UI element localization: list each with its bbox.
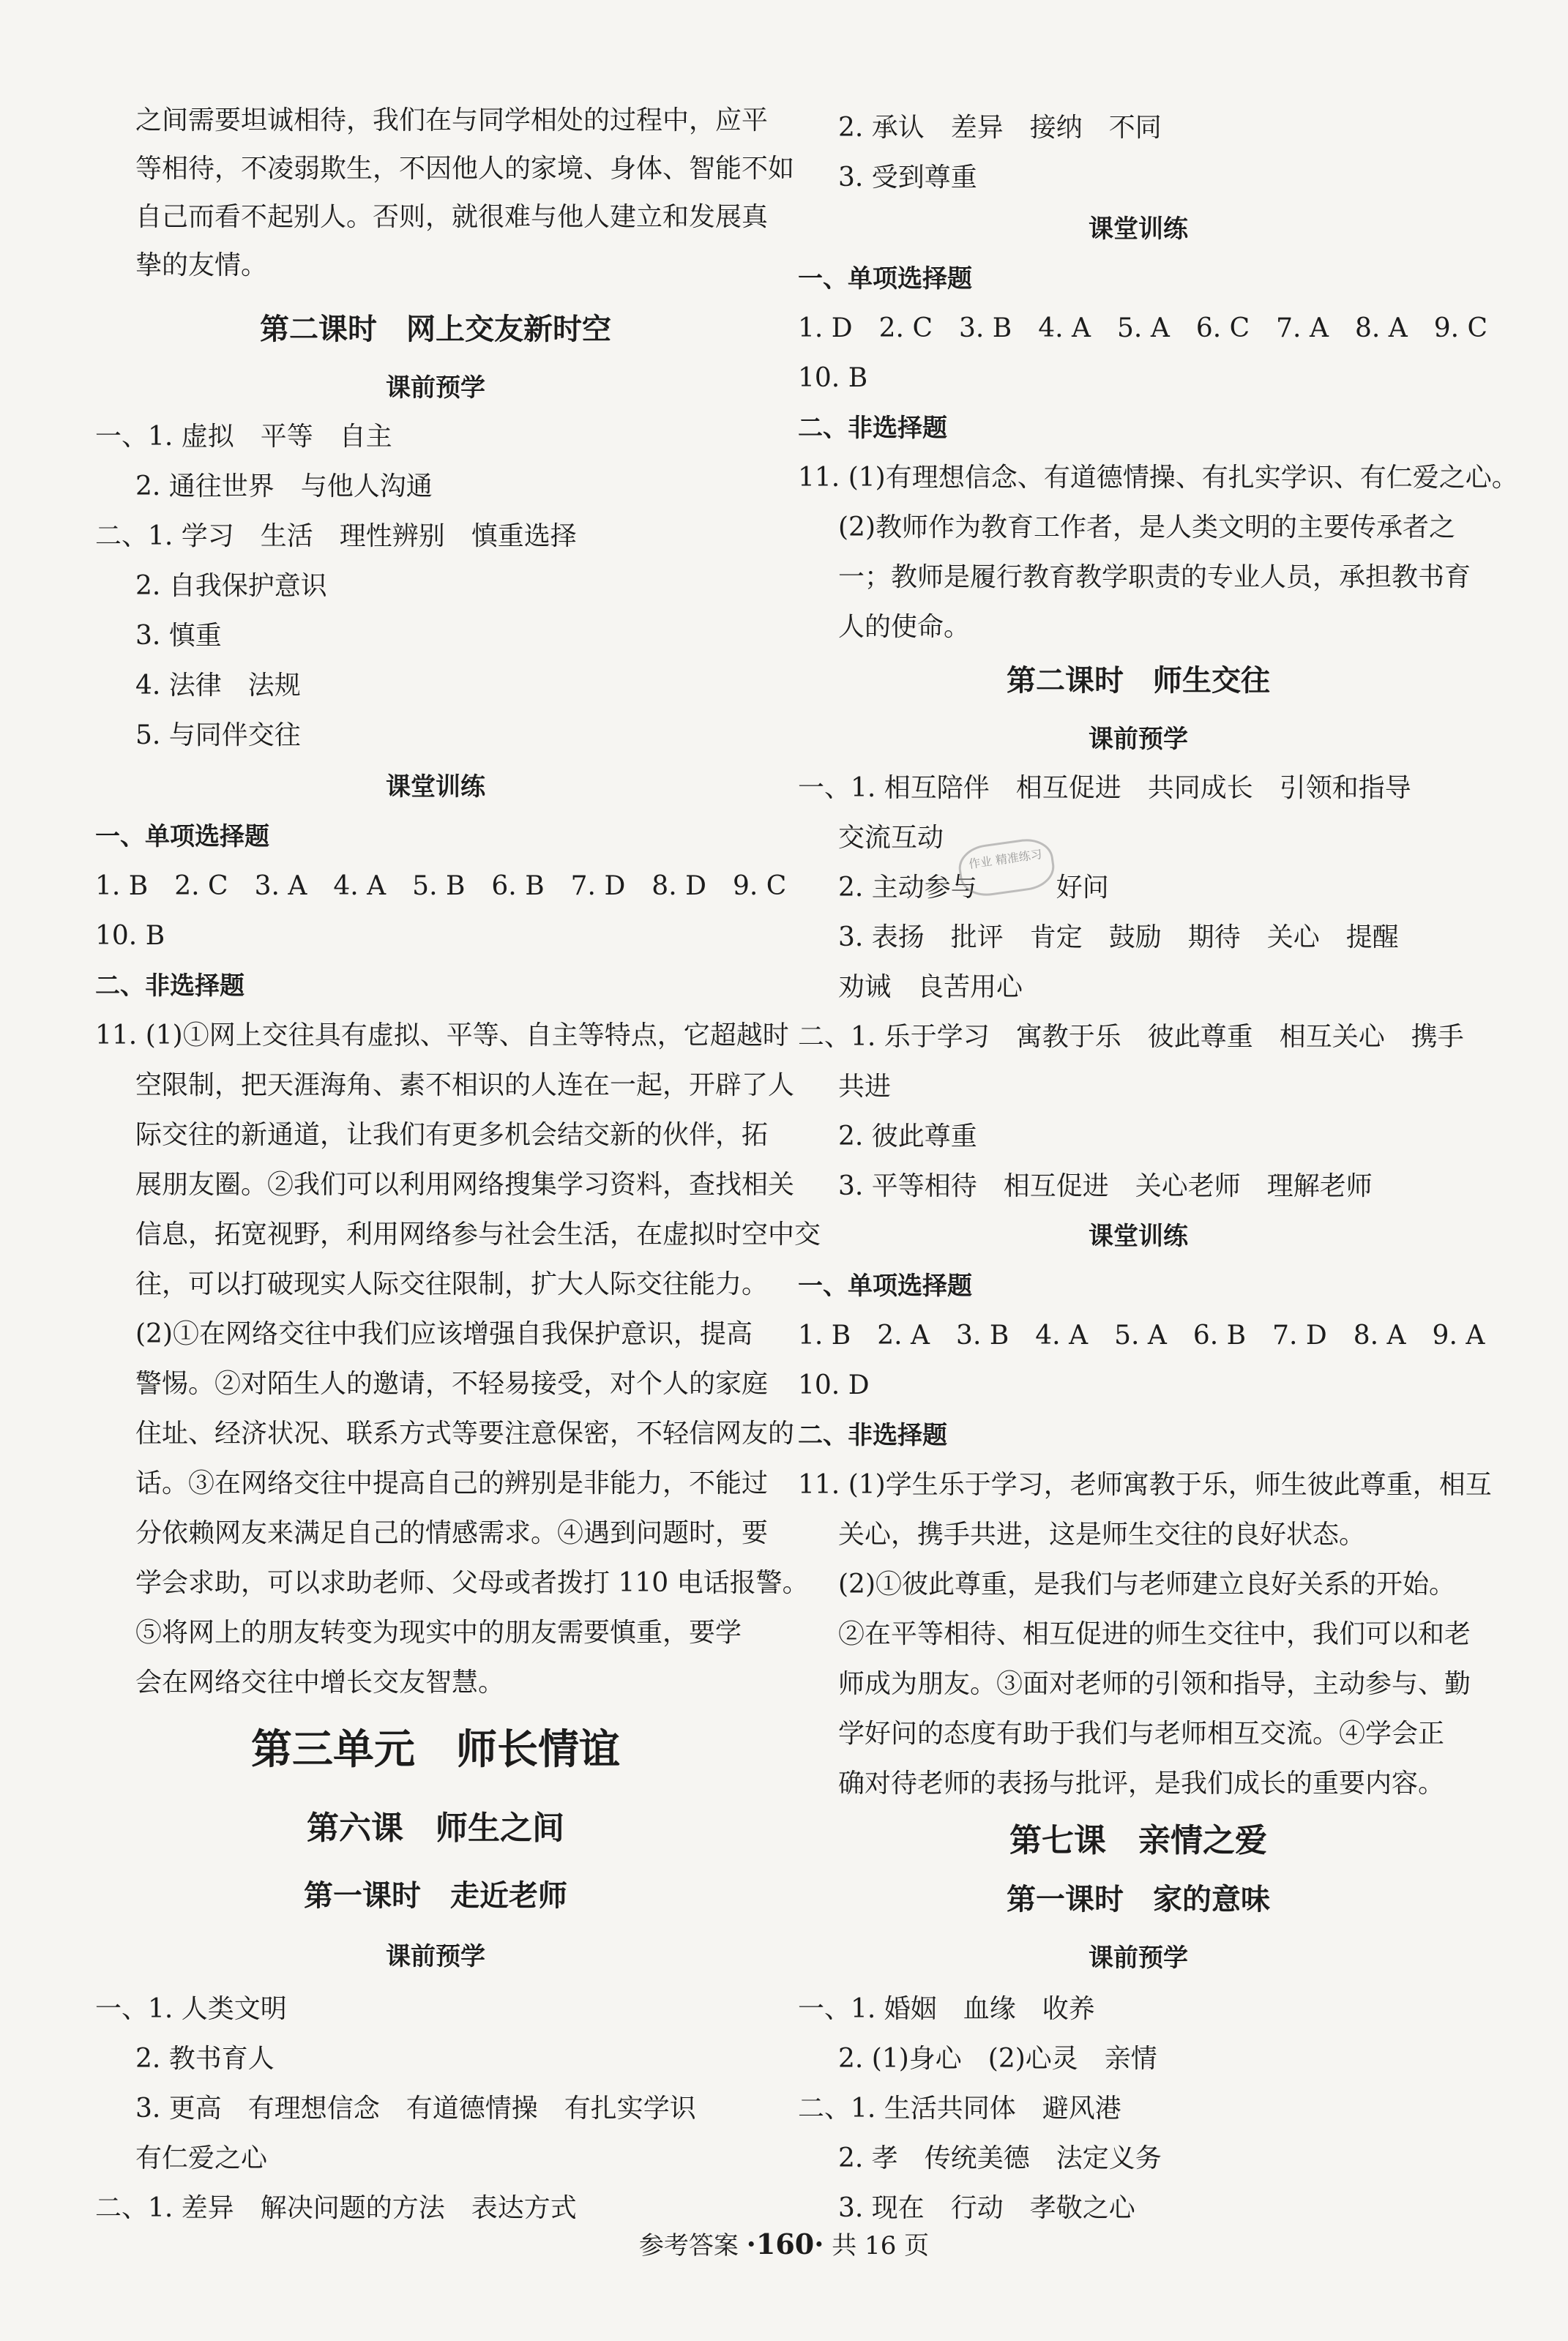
essay-line: 空限制，把天涯海角、素不相识的人连在一起，开辟了人 [135, 1070, 795, 1100]
answer-line: 3. 现在 行动 孝敬之心 [838, 2193, 1135, 2223]
answer-line: 3. 慎重 [135, 621, 222, 651]
essay-line: 师成为朋友。③面对老师的引领和指导，主动参与、勤 [838, 1669, 1471, 1699]
answer-line: 二、1. 生活共同体 避风港 [798, 2094, 1121, 2124]
essay-line: 人的使命。 [838, 612, 971, 642]
section-heading: 课堂训练 [386, 772, 485, 802]
answer-line: 一、1. 人类文明 [95, 1994, 287, 2024]
essay-line: 确对待老师的表扬与批评，是我们成长的重要内容。 [838, 1769, 1445, 1799]
course-title: 第六课 师生之间 [307, 1810, 564, 1847]
answer-line: 2. 自我保护意识 [135, 571, 327, 601]
page-footer [0, 2225, 1568, 2261]
answer-line: 劝诫 良苦用心 [838, 972, 1023, 1002]
essay-line: 11. (1)学生乐于学习，老师寓教于乐，师生彼此尊重，相互 [798, 1470, 1492, 1500]
essay-line: ②在平等相待、相互促进的师生交往中，我们可以和老 [838, 1619, 1471, 1649]
answer-line: 二、1. 学习 生活 理性辨别 慎重选择 [95, 521, 577, 551]
answer-line: 二、1. 乐于学习 寓教于乐 彼此尊重 相互关心 携手 [798, 1022, 1464, 1052]
answer-line: 一、1. 相互陪伴 相互促进 共同成长 引领和指导 [798, 773, 1411, 803]
page-total: 共 16 页 [832, 2231, 930, 2260]
essay-line: (2)①彼此尊重，是我们与老师建立良好关系的开始。 [838, 1569, 1455, 1599]
lesson-title: 第一课时 家的意味 [1007, 1882, 1270, 1916]
section-label: 二、非选择题 [95, 971, 244, 1001]
essay-line: 11. (1)有理想信念、有道德情操、有扎实学识、有仁爱之心。 [798, 463, 1518, 493]
answer-line: 2. 彼此尊重 [838, 1121, 977, 1151]
answer-line: 1. D 2. C 3. B 4. A 5. A 6. C 7. A 8. A 9. C [798, 313, 1488, 343]
essay-line: 际交往的新通道，让我们有更多机会结交新的伙伴，拓 [135, 1120, 769, 1150]
answer-line: 2. 通往世界 与他人沟通 [135, 471, 433, 501]
section-heading: 课前预学 [1089, 725, 1188, 754]
watermark-stamp: 作业 精准练习 [956, 835, 1057, 899]
section-heading: 课前预学 [386, 373, 485, 403]
answer-line: 2. 教书育人 [135, 2044, 275, 2074]
section-label: 二、非选择题 [798, 1421, 947, 1450]
essay-line: 一；教师是履行教育教学职责的专业人员，承担教书育 [838, 562, 1471, 592]
essay-line: 展朋友圈。②我们可以利用网络搜集学习资料，查找相关 [135, 1170, 795, 1200]
section-label: 一、单项选择题 [798, 264, 972, 294]
lesson-title: 第二课时 网上交友新时空 [260, 312, 611, 346]
answer-line: 3. 表扬 批评 肯定 鼓励 期待 关心 提醒 [838, 922, 1399, 952]
answer-line: 2. (1)身心 (2)心灵 亲情 [838, 2044, 1157, 2074]
answer-line: 共进 [838, 1072, 892, 1102]
answer-line: 3. 更高 有理想信念 有道德情操 有扎实学识 [135, 2094, 696, 2124]
essay-line: 住址、经济状况、联系方式等要注意保密，不轻信网友的 [135, 1419, 795, 1449]
answer-line: 4. 法律 法规 [135, 671, 301, 701]
text-line: 之间需要坦诚相待，我们在与同学相处的过程中，应平 [135, 105, 769, 135]
text-line: 等相待，不凌弱欺生，不因他人的家境、身体、智能不如 [135, 154, 795, 184]
essay-line: 学会求助，可以求助老师、父母或者拨打 110 电话报警。 [135, 1568, 809, 1598]
essay-line: ⑤将网上的朋友转变为现实中的朋友需要慎重，要学 [135, 1618, 742, 1648]
essay-line: 分依赖网友来满足自己的情感需求。④遇到问题时，要 [135, 1518, 769, 1548]
footer-label: 参考答案 [638, 2231, 739, 2260]
text-line: 自己而看不起别人。否则，就很难与他人建立和发展真 [135, 202, 769, 232]
section-heading: 课前预学 [1089, 1944, 1188, 1973]
essay-line: 警惕。②对陌生人的邀请，不轻易接受，对个人的家庭 [135, 1369, 769, 1399]
answer-line: 有仁爱之心 [135, 2143, 268, 2173]
course-title: 第七课 亲情之爱 [1009, 1822, 1267, 1859]
answer-line: 一、1. 虚拟 平等 自主 [95, 422, 392, 452]
answer-line: 10. D [798, 1370, 870, 1400]
section-label: 二、非选择题 [798, 414, 947, 443]
section-heading: 课前预学 [386, 1942, 485, 1971]
answer-line: 二、1. 差异 解决问题的方法 表达方式 [95, 2193, 577, 2223]
essay-line: 关心，携手共进，这是师生交往的良好状态。 [838, 1520, 1366, 1550]
essay-line: 话。③在网络交往中提高自己的辨别是非能力，不能过 [135, 1468, 769, 1498]
essay-line: 学好问的态度有助于我们与老师相互交流。④学会正 [838, 1719, 1445, 1749]
essay-line: 11. (1)①网上交往具有虚拟、平等、自主等特点，它超越时 [95, 1020, 789, 1050]
essay-line: 信息，拓宽视野，利用网络参与社会生活，在虚拟时空中交 [135, 1220, 821, 1250]
answer-line: 3. 受到尊重 [838, 163, 977, 193]
answer-line: 10. B [798, 363, 868, 393]
section-label: 一、单项选择题 [95, 822, 269, 851]
page-number: ·160· [746, 2228, 824, 2260]
answer-line: 交流互动 [838, 823, 944, 853]
section-heading: 课堂训练 [1089, 214, 1188, 244]
essay-line: (2)教师作为教育工作者，是人类文明的主要传承者之 [838, 512, 1455, 542]
answer-line: 一、1. 婚姻 血缘 收养 [798, 1994, 1095, 2024]
essay-line: 往，可以打破现实人际交往限制，扩大人际交往能力。 [135, 1269, 769, 1299]
answer-line: 3. 平等相待 相互促进 关心老师 理解老师 [838, 1171, 1373, 1201]
answer-line: 2. 主动参与 好问 [838, 873, 1109, 903]
lesson-title: 第一课时 走近老师 [304, 1878, 567, 1913]
text-line: 挚的友情。 [135, 250, 268, 280]
section-label: 一、单项选择题 [798, 1272, 972, 1301]
answer-line: 2. 孝 传统美德 法定义务 [838, 2143, 1162, 2173]
essay-line: 会在网络交往中增长交友智慧。 [135, 1668, 505, 1698]
section-heading: 课堂训练 [1089, 1222, 1188, 1251]
answer-line: 1. B 2. C 3. A 4. A 5. B 6. B 7. D 8. D 9. C [95, 871, 787, 901]
lesson-title: 第二课时 师生交往 [1007, 663, 1270, 698]
answer-line: 10. B [95, 921, 165, 951]
answer-line: 5. 与同伴交往 [135, 720, 301, 750]
answer-line: 2. 承认 差异 接纳 不同 [838, 113, 1162, 143]
answer-line: 1. B 2. A 3. B 4. A 5. A 6. B 7. D 8. A 9. A [798, 1321, 1485, 1351]
unit-title: 第三单元 师长情谊 [251, 1725, 620, 1774]
essay-line: (2)①在网络交往中我们应该增强自我保护意识，提高 [135, 1319, 753, 1349]
